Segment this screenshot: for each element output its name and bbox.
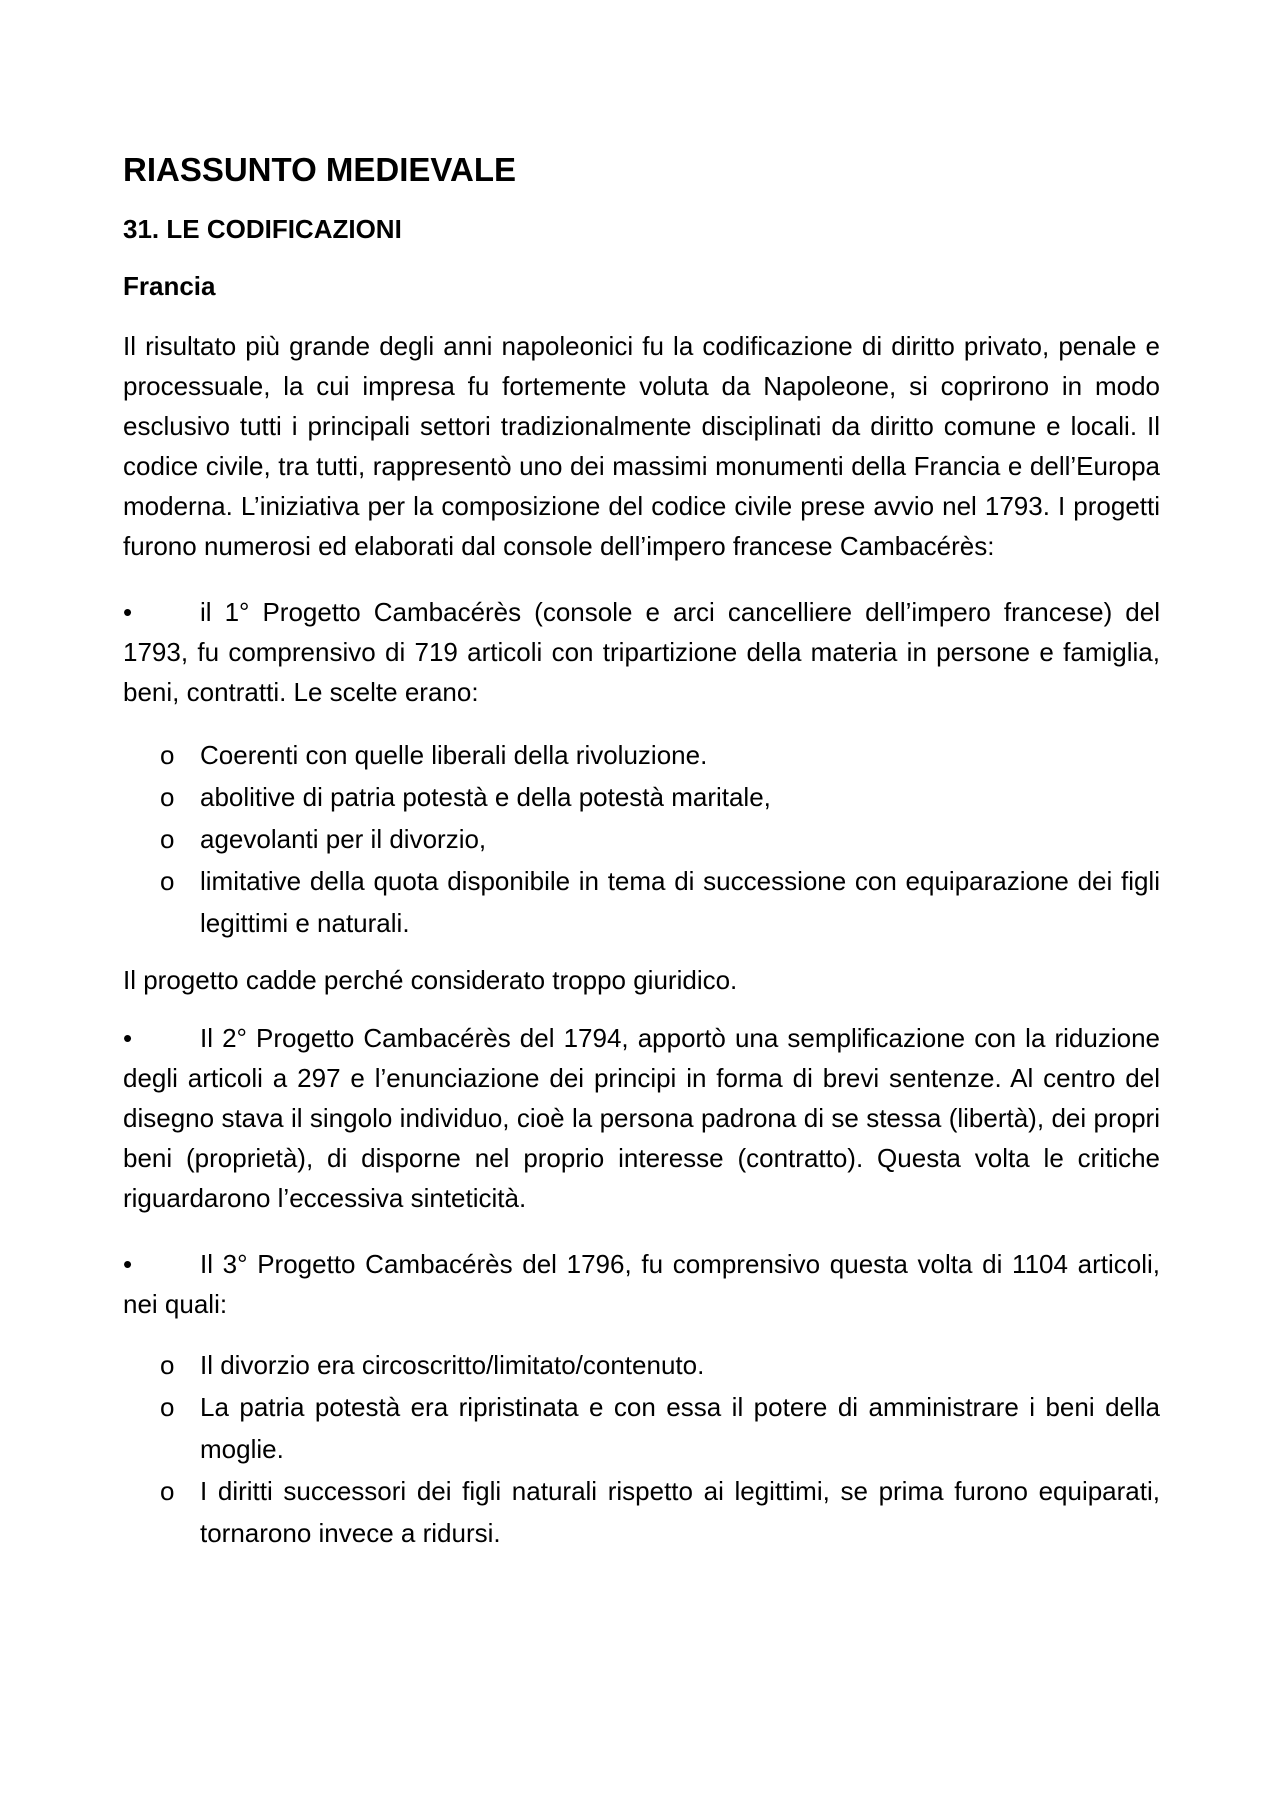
document-page bbox=[123, 150, 1160, 1554]
list-item-text: Il divorzio era circoscritto/limitato/contenuto. bbox=[200, 1349, 705, 1380]
project-2-text: Il 2° Progetto Cambacérès del 1794, apportò una semplificazione con la riduzione degli articoli a 297 e l’enunciazione dei principi in forma di brevi sentenze. Al centro del disegno stava il singolo individuo, cioè la persona padrona di se stessa (libertà), dei propri beni (proprietà), di disporne nel proprio interesse (contratto). Questa volta le critiche riguardarono l’eccessiva sinteticità. bbox=[123, 1022, 1160, 1213]
project-2-paragraph bbox=[123, 1018, 1160, 1218]
sub-marker: o bbox=[160, 1391, 175, 1422]
sub-marker: o bbox=[160, 739, 175, 770]
list-item bbox=[160, 818, 1160, 860]
intro-paragraph: Il risultato più grande degli anni napoleonici fu la codificazione di diritto privato, penale e processuale, la cui impresa fu fortemente voluta da Napoleone, si coprirono in modo esclusivo tutti i principali settori tradizionalmente disciplinati da diritto comune e locali. Il codice civile, tra tutti, rappresentò uno dei massimi monumenti della Francia e dell’Europa moderna. L’iniziativa per la composizione del codice civile prese avvio nel 1793. I progetti furono numerosi ed elaborati dal console dell’impero francese Cambacérès: bbox=[123, 330, 1160, 561]
list-item-text: La patria potestà era ripristinata e con essa il potere di amministrare i beni della moglie. bbox=[200, 1391, 1160, 1464]
project-1-list bbox=[123, 734, 1160, 944]
list-item bbox=[160, 734, 1160, 776]
bullet-marker: • bbox=[123, 1022, 133, 1053]
section-heading: Francia bbox=[123, 270, 216, 301]
sub-marker: o bbox=[160, 865, 175, 896]
list-item-text: limitative della quota disponibile in tema di successione con equiparazione dei figli legittimi e naturali. bbox=[200, 865, 1160, 938]
list-item bbox=[160, 860, 1160, 944]
list-item-text: abolitive di patria potestà e della potestà maritale, bbox=[200, 781, 771, 812]
sub-marker: o bbox=[160, 1349, 175, 1380]
list-item bbox=[160, 1470, 1160, 1554]
project-3-list bbox=[123, 1344, 1160, 1554]
project-3-text: Il 3° Progetto Cambacérès del 1796, fu comprensivo questa volta di 1104 articoli, nei quali: bbox=[123, 1248, 1160, 1319]
project-3-paragraph bbox=[123, 1244, 1160, 1324]
list-item bbox=[160, 1344, 1160, 1386]
chapter-heading: 31. LE CODIFICAZIONI bbox=[123, 213, 402, 244]
project-1-text: il 1° Progetto Cambacérès (console e arci cancelliere dell’impero francese) del 1793, fu comprensivo di 719 articoli con tripartizione della materia in persone e famiglia, beni, contratti. Le scelte erano: bbox=[123, 596, 1160, 707]
list-item-text: I diritti successori dei figli naturali rispetto ai legittimi, se prima furono equiparati, tornarono invece a ridursi. bbox=[200, 1475, 1160, 1548]
sub-marker: o bbox=[160, 823, 175, 854]
document-title: RIASSUNTO MEDIEVALE bbox=[123, 151, 516, 188]
bullet-marker: • bbox=[123, 1248, 133, 1279]
list-item-text: Coerenti con quelle liberali della rivoluzione. bbox=[200, 739, 708, 770]
list-item-text: agevolanti per il divorzio, bbox=[200, 823, 487, 854]
project-1-paragraph bbox=[123, 592, 1160, 712]
sub-marker: o bbox=[160, 1475, 175, 1506]
sub-marker: o bbox=[160, 781, 175, 812]
bullet-marker: • bbox=[123, 596, 133, 627]
list-item bbox=[160, 1386, 1160, 1470]
project-1-outcome: Il progetto cadde perché considerato troppo giuridico. bbox=[123, 964, 738, 995]
list-item bbox=[160, 776, 1160, 818]
